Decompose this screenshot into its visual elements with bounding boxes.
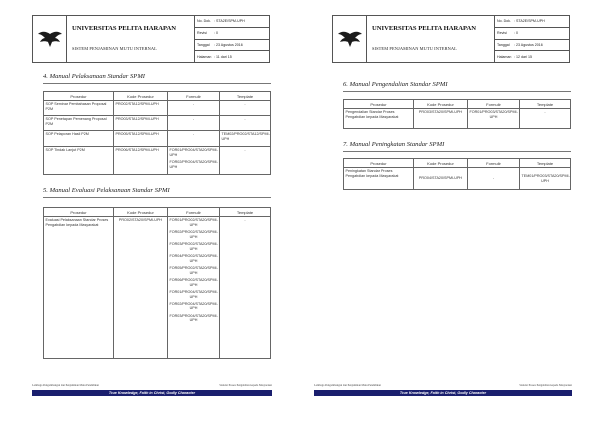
table-row: [44, 101, 271, 116]
column-header: Prosedur: [344, 100, 414, 109]
section-7-title: 7. Manual Peningkatan Standar SPMI: [343, 141, 445, 148]
cell-kode: PRO04/STA20/SPMI-UPH: [414, 168, 468, 190]
cell-kode: PRO05/STA12/SPMI-UPH: [114, 131, 168, 147]
form-code: FOR06/PRO02/STA20/SPMI-UPH: [169, 277, 218, 287]
cell-formulir: -: [468, 168, 520, 190]
section-6-title: 6. Manual Pengendalian Standar SPMI: [343, 81, 448, 88]
table-evaluasi: [43, 207, 271, 359]
university-logo-cell: [333, 16, 367, 62]
meta-label: Halaman: [497, 54, 512, 59]
cell-formulir: [168, 147, 220, 175]
system-name: SISTEM PENJAMINAN MUTU INTERNAL: [372, 46, 457, 51]
table-peningkatan: [343, 158, 571, 190]
form-code: FOR02/PRO04/STA20/SPMI-UPH: [169, 301, 218, 311]
column-header: Template: [520, 159, 571, 168]
cell-template: -: [220, 116, 271, 131]
meta-value: : 23 Agustus 2016: [214, 42, 243, 47]
cell-template: TEM02/PRO02/STA12/SPMI-UPH: [220, 131, 271, 147]
footer-right-text: Standar Proses Pengabdian kepada Masyarakat: [519, 384, 572, 387]
form-code: FOR02/PRO04/STA20/SPMI-UPH: [169, 160, 218, 169]
cell-template: -: [220, 147, 271, 175]
form-code: FOR02/PRO02/STA20/SPMI-UPH: [169, 230, 218, 239]
meta-label: No. Dok.: [497, 19, 511, 24]
cell-kode: PRO06/STA12/SPMI-UPH: [114, 147, 168, 175]
cell-prosedur: SOP Pelaporan Hasil P2M: [44, 131, 114, 147]
document-page-right: [300, 0, 600, 424]
page-number: : 12 dari 15: [514, 54, 532, 59]
cell-prosedur: SOP Penetapan Pemenang Proposal P2M: [44, 116, 114, 131]
cell-kode: PRO03/STA12/SPMI-UPH: [114, 116, 168, 131]
table-row: [44, 116, 271, 131]
table-pelaksanaan: [43, 91, 271, 175]
cell-formulir: FOR01/PRO03/STA20/SPMI-UPH: [468, 109, 520, 129]
university-logo-cell: [33, 16, 67, 62]
meta-label: No. Dok.: [197, 19, 211, 24]
column-header: Kode Prosedur: [414, 100, 468, 109]
column-header: Formulir: [168, 208, 220, 217]
column-header: Kode Prosedur: [414, 159, 468, 168]
section-4-title: 4. Manual Pelaksanaan Standar SPMI: [43, 73, 146, 80]
form-code: FOR05/PRO02/STA20/SPMI-UPH: [169, 265, 218, 275]
column-header: Prosedur: [344, 159, 414, 168]
form-code: FOR04/PRO02/STA20/SPMI-UPH: [169, 253, 218, 263]
cell-kode: PRO02/STA12/SPMI-UPH: [114, 101, 168, 116]
cell-template: TEM01/PRO03/STA20/SPMI-UPH: [520, 168, 571, 190]
column-header: Formulir: [168, 92, 220, 101]
column-header: Template: [220, 92, 271, 101]
tagline-bar: True Knowledge, Faith in Christ, Godly Character: [32, 390, 272, 396]
eagle-logo-icon: [37, 30, 63, 48]
column-header: Formulir: [468, 159, 520, 168]
table-row: [44, 147, 271, 175]
meta-label: Revisi: [497, 31, 507, 36]
meta-value: : 23 Agustus 2016: [514, 42, 543, 47]
university-name: UNIVERSITAS PELITA HARAPAN: [72, 25, 177, 32]
tagline-bar: True Knowledge, Faith in Christ, Godly Character: [314, 390, 572, 396]
section-divider: [43, 197, 271, 198]
column-header: Kode Prosedur: [114, 208, 168, 217]
footer-left-text: Lembaga Pengembangan dan Penjaminan Mutu Pendidikan: [314, 384, 381, 387]
cell-prosedur: Peningkatan Standar Proses Pengabdian kepada Masyarakat: [344, 168, 414, 190]
cell-kode: PRO03/STA20/SPMI-UPH: [414, 109, 468, 129]
table-row: [44, 217, 271, 359]
column-header: Template: [520, 100, 571, 109]
table-row: [344, 168, 571, 190]
cell-formulir: -: [168, 131, 220, 147]
table-row: [344, 109, 571, 129]
eagle-logo-icon: [337, 30, 363, 48]
cell-prosedur: Evaluasi Pelaksanaan Standar Proses Pengabdian kepada Masyarakat: [44, 217, 114, 359]
cell-formulir: [168, 217, 220, 359]
meta-value: : 0: [214, 31, 218, 36]
section-5-title: 5. Manual Evaluasi Pelaksanaan Standar SPMI: [43, 187, 170, 194]
system-name: SISTEM PENJAMINAN MUTU INTERNAL: [72, 46, 157, 51]
cell-template: -: [520, 109, 571, 129]
form-code: FOR03/PRO04/STA20/SPMI-UPH: [169, 313, 218, 323]
cell-formulir: -: [168, 101, 220, 116]
meta-value: : STA2E/SPM-UPH: [514, 19, 545, 24]
column-header: Prosedur: [44, 92, 114, 101]
form-code: FOR01/PRO04/STA20/SPMI-UPH: [169, 148, 218, 157]
document-meta: [195, 16, 269, 62]
form-code: FOR03/PRO02/STA20/SPMI-UPH: [169, 242, 218, 251]
cell-prosedur: Pengendalian Standar Proses Pengabdian kepada Masyarakat: [344, 109, 414, 129]
form-code: FOR01/PRO02/STA20/SPMI-UPH: [169, 218, 218, 227]
footer-right-text: Standar Proses Pengabdian kepada Masyarakat: [219, 384, 272, 387]
cell-prosedur: SOP Tindak Lanjut P2M: [44, 147, 114, 175]
meta-label: Tanggal: [497, 42, 510, 47]
page-header: [332, 15, 570, 63]
table-pengendalian: [343, 99, 571, 129]
university-name: UNIVERSITAS PELITA HARAPAN: [372, 25, 477, 32]
document-meta: [495, 16, 569, 62]
meta-value: : 0: [514, 31, 518, 36]
table-row: [44, 131, 271, 147]
column-header: Kode Prosedur: [114, 92, 168, 101]
cell-template: -: [220, 217, 271, 359]
section-divider: [343, 151, 571, 152]
cell-template: -: [220, 101, 271, 116]
column-header: Template: [220, 208, 271, 217]
meta-label: Revisi: [197, 31, 207, 36]
form-code: FOR01/PRO04/STA20/SPMI-UPH: [169, 289, 218, 299]
cell-kode: PRO02/STA20/SPMI-UPH: [114, 217, 168, 359]
page-number: : 11 dari 15: [214, 54, 232, 59]
column-header: Formulir: [468, 100, 520, 109]
meta-label: Tanggal: [197, 42, 210, 47]
meta-label: Halaman: [197, 54, 212, 59]
meta-value: : STA2E/SPM-UPH: [214, 19, 245, 24]
footer-left-text: Lembaga Pengembangan dan Penjaminan Mutu Pendidikan: [32, 384, 99, 387]
section-divider: [343, 91, 571, 92]
page-header: [32, 15, 270, 63]
cell-prosedur: SOP Seminar Pembahasan Proposal P2M: [44, 101, 114, 116]
section-divider: [43, 83, 271, 84]
column-header: Prosedur: [44, 208, 114, 217]
cell-formulir: -: [168, 116, 220, 131]
